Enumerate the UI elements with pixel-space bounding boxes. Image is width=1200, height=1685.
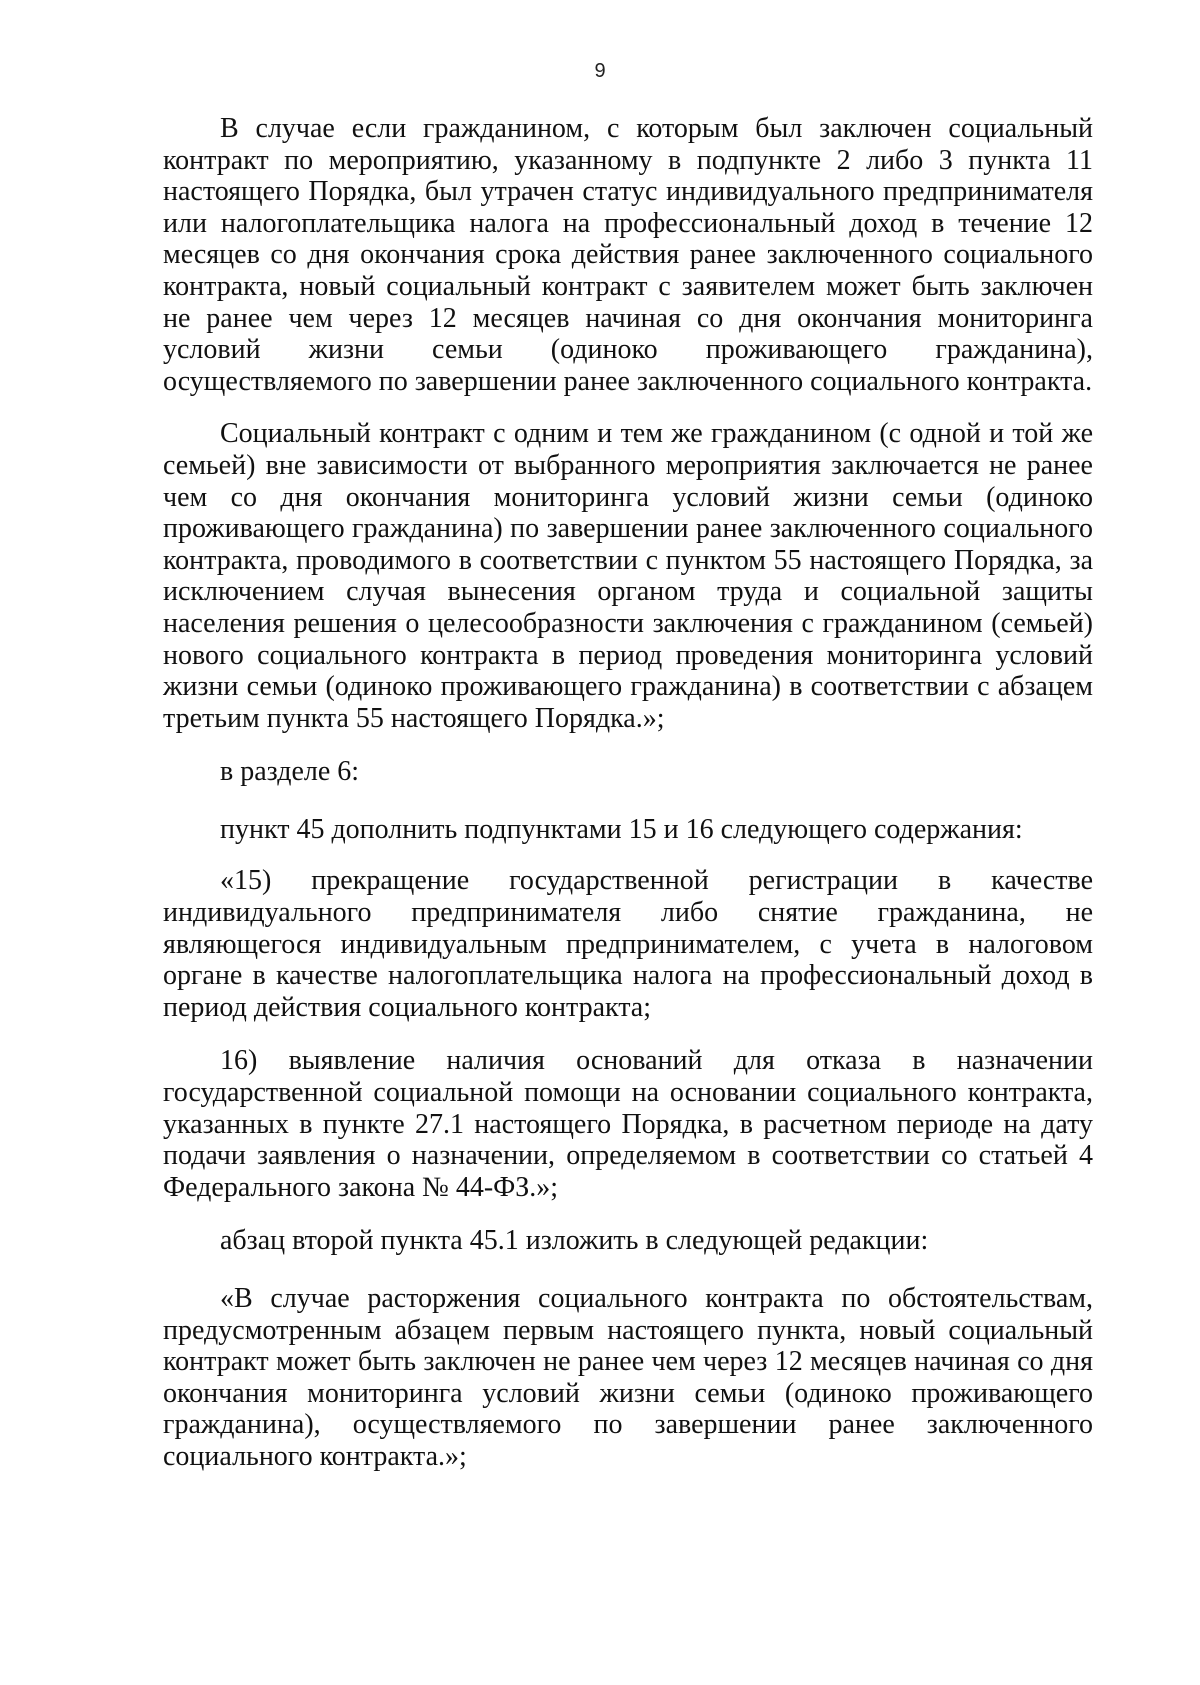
paragraph-subitem-16: 16) выявление наличия оснований для отказа в назначении государственной социальной помощи на основании социального контракта, указанных в пункте 27.1 настоящего Порядка, в расчетном периоде на дату подачи заявления о назначении, определяемом в соответствии со статьей 4 Федерального закона № 44-ФЗ.»; — [163, 1045, 1093, 1203]
paragraph-subitem-15: «15) прекращение государственной регистрации в качестве индивидуального предпринимателя либо снятие гражданина, не являющегося индивидуальным предпринимателем, с учета в налоговом органе в качестве налогоплательщика налога на профессиональный доход в период действия социального контракта; — [163, 865, 1093, 1023]
paragraph-section-6: в разделе 6: — [220, 756, 360, 788]
paragraph-termination: «В случае расторжения социального контракта по обстоятельствам, предусмотренным абзацем первым настоящего пункта, новый социальный контракт может быть заключен не ранее чем через 12 месяцев начиная со дня окончания мониторинга условий жизни семьи (одиноко проживающего гражданина), осуществляемого по завершении ранее заключенного социального контракта.»; — [163, 1283, 1093, 1472]
document-body — [163, 113, 1093, 1473]
paragraph-lost-status: В случае если гражданином, с которым был заключен социальный контракт по мероприятию, указанному в подпункте 2 либо 3 пункта 11 настоящего Порядка, был утрачен статус индивидуального предпринимателя или налогоплательщика налога на профессиональный доход в течение 12 месяцев со дня окончания срока действия ранее заключенного социального контракта, новый социальный контракт с заявителем может быть заключен не ранее чем через 12 месяцев начиная со дня окончания мониторинга условий жизни семьи (одиноко проживающего гражданина), осуществляемого по завершении ранее заключенного социального контракта. — [163, 113, 1093, 397]
paragraph-item-45-amend: пункт 45 дополнить подпунктами 15 и 16 следующего содержания: — [220, 813, 1023, 845]
page-number: 9 — [594, 60, 606, 82]
paragraph-item-45-1-amend: абзац второй пункта 45.1 изложить в следующей редакции: — [220, 1225, 929, 1257]
paragraph-repeat-contract: Социальный контракт с одним и тем же гражданином (с одной и той же семьей) вне зависимости от выбранного мероприятия заключается не ранее чем со дня окончания мониторинга условий жизни семьи (одиноко проживающего гражданина) по завершении ранее заключенного социального контракта, проводимого в соответствии с пунктом 55 настоящего Порядка, за исключением случая вынесения органом труда и социальной защиты населения решения о целесообразности заключения с гражданином (семьей) нового социального контракта в период проведения мониторинга условий жизни семьи (одиноко проживающего гражданина) в соответствии с абзацем третьим пункта 55 настоящего Порядка.»; — [163, 418, 1093, 734]
